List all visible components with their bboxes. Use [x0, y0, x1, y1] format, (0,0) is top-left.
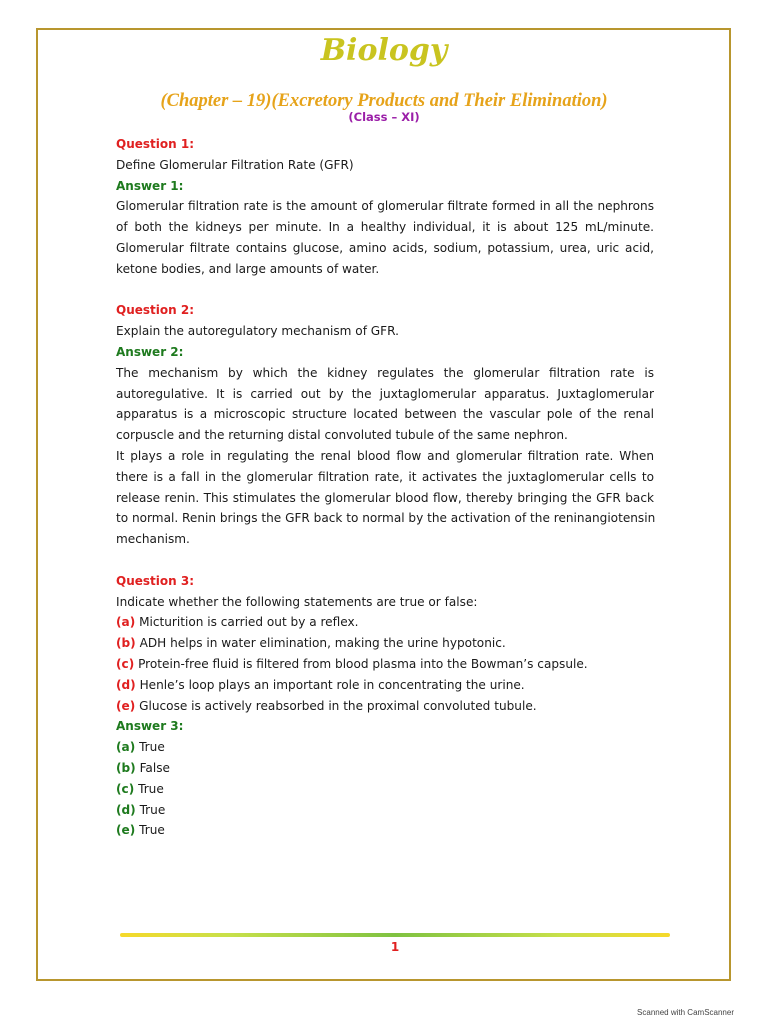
- answer-e: [116, 820, 654, 841]
- statement-text: Glucose is actively reabsorbed in the proximal convoluted tubule.: [139, 698, 537, 713]
- class-label: (Class – XI): [348, 110, 420, 124]
- document-body: [116, 134, 654, 841]
- answer-2-line: release renin. This stimulates the glomerular blood flow, thereby bringing the GFR back: [116, 490, 654, 505]
- statement-text: Henle’s loop plays an important role in concentrating the urine.: [139, 677, 525, 692]
- statement-a: [116, 612, 654, 633]
- answer-letter: (a): [116, 740, 136, 755]
- answer-d: [116, 800, 654, 821]
- statement-text: ADH helps in water elimination, making the urine hypotonic.: [139, 636, 506, 651]
- answer-value: True: [139, 802, 166, 817]
- answer-value: True: [139, 740, 165, 755]
- statement-letter: (a): [116, 615, 136, 630]
- answer-1-line: Glomerular filtration rate is the amount of glomerular filtrate formed in all the nephrons: [116, 199, 654, 214]
- answer-2-line: there is a fall in the glomerular filtration rate, it activates the juxtaglomerular cells to: [116, 469, 654, 484]
- statement-letter: (b): [116, 636, 136, 651]
- statement-text: Protein-free fluid is filtered from blood plasma into the Bowman’s capsule.: [138, 656, 588, 671]
- answer-2-line: apparatus is a microscopic structure located between the vascular pole of the renal: [116, 407, 654, 422]
- answer-letter: (b): [116, 760, 136, 775]
- answer-b: [116, 758, 654, 779]
- question-2-text: Explain the autoregulatory mechanism of GFR.: [116, 324, 399, 339]
- answer-value: True: [139, 823, 165, 838]
- statement-c: [116, 654, 654, 675]
- statement-letter: (d): [116, 677, 136, 692]
- answer-c: [116, 779, 654, 800]
- footer-divider: [120, 933, 670, 937]
- answer-a: [116, 737, 654, 758]
- scanner-watermark: Scanned with CamScanner: [637, 1008, 734, 1017]
- answer-2-text: [116, 363, 654, 550]
- question-1-text: Define Glomerular Filtration Rate (GFR): [116, 157, 354, 172]
- answer-2-line: The mechanism by which the kidney regulates the glomerular filtration rate is: [116, 365, 654, 380]
- document-title: Biology: [320, 33, 448, 68]
- answer-2-label: Answer 2:: [116, 344, 184, 359]
- answer-value: True: [138, 781, 164, 796]
- page-number: 1: [390, 940, 400, 954]
- statement-e: [116, 696, 654, 717]
- statement-letter: (e): [116, 698, 136, 713]
- answer-2-line: autoregulative. It is carried out by the juxtaglomerular apparatus. Juxtaglomerular: [116, 386, 654, 401]
- answer-1-line: Glomerular filtrate contains glucose, amino acids, sodium, potassium, urea, uric acid,: [116, 240, 654, 255]
- question-1-label: Question 1:: [116, 137, 194, 151]
- answer-3-label: Answer 3:: [116, 719, 184, 734]
- answer-1-line: of both the kidneys per minute. In a healthy individual, it is about 125 mL/minute.: [116, 220, 654, 235]
- answer-1-label: Answer 1:: [116, 178, 184, 193]
- answer-letter: (c): [116, 781, 135, 796]
- answer-2-line: mechanism.: [116, 532, 190, 547]
- statement-letter: (c): [116, 656, 135, 671]
- question-3-label: Question 3:: [116, 573, 194, 588]
- answer-letter: (d): [116, 802, 136, 817]
- answer-1-line: ketone bodies, and large amounts of water.: [116, 261, 380, 276]
- statement-text: Micturition is carried out by a reflex.: [139, 615, 359, 630]
- answer-letter: (e): [116, 823, 136, 838]
- answer-value: False: [139, 760, 170, 775]
- question-3-text: Indicate whether the following statements are true or false:: [116, 594, 478, 609]
- chapter-heading: (Chapter – 19)(Excretory Products and Their Elimination): [160, 91, 608, 111]
- statement-b: [116, 633, 654, 654]
- statement-d: [116, 675, 654, 696]
- answer-2-line: corpuscle and the returning distal convoluted tubule of the same nephron.: [116, 428, 568, 443]
- answer-2-line: to normal. Renin brings the GFR back to normal by the activation of the reninangiotensin: [116, 511, 656, 526]
- answer-2-line: It plays a role in regulating the renal blood flow and glomerular filtration rate. When: [116, 448, 654, 463]
- answer-1-text: [116, 196, 654, 279]
- question-2-label: Question 2:: [116, 303, 194, 318]
